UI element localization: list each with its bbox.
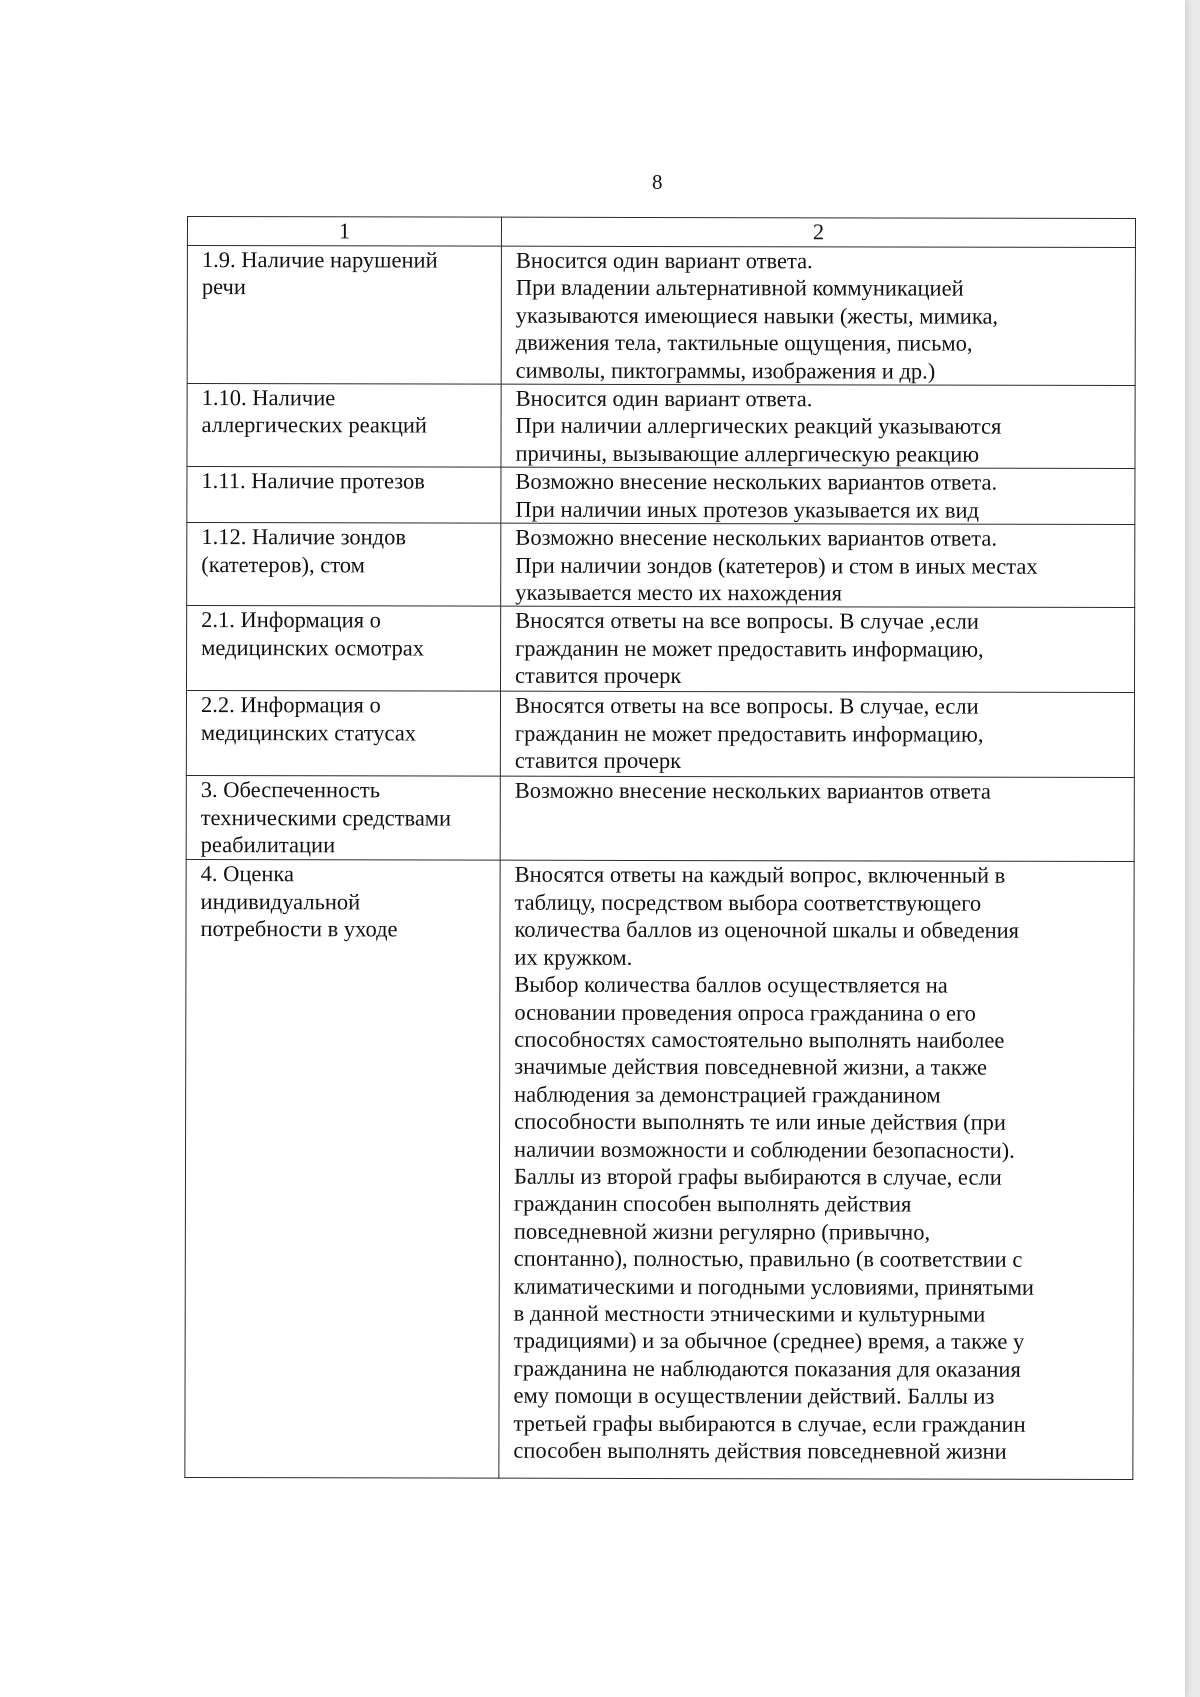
table-row <box>187 467 1135 525</box>
item-text: 2.1. Информация о медицинских осмотрах <box>201 607 425 661</box>
instruction-text: Возможно внесение нескольких вариантов ответа <box>514 778 991 805</box>
column-header-2: 2 <box>501 217 1135 247</box>
instruction-cell <box>499 861 1134 1480</box>
column-header-1: 1 <box>187 217 501 247</box>
table-row <box>185 860 1134 1480</box>
table-row <box>186 776 1134 862</box>
item-text: 1.9. Наличие нарушений речи <box>201 247 438 300</box>
item-cell <box>187 606 501 692</box>
instruction-text: Вносятся ответы на все вопросы. В случае ,если гражданин не может предоставить информацию, ставится прочерк <box>515 608 984 689</box>
table-header-row <box>187 217 1135 248</box>
instruction-text: Вносятся ответы на каждый вопрос, включенный в таблицу, посредством выбора соответствующего количества баллов из оценочной шкалы и обведения их кружком. Выбор количества баллов осуществляется на основании проведения опроса гражданина о его способностях самостоятельно выполнять наиболее значимые действия повседневной жизни, а также наблюдения за демонстрацией гражданином способности выполнять те или иные действия (при наличии возможности и соблюдении безопасности). Баллы из второй графы выбираются в случае, если гражданин способен выполнять действия повседневной жизни регулярно (привычно, спонтанно), полностью, правильно (в соответствии с климатическими и погодными условиями, принятыми в данной местности этническими и культурными традициями) и за обычное (среднее) время, а также у гражданина не наблюдаются показания для оказания ему помощи в осуществлении действий. Баллы из третьей графы выбираются в случае, если гражданин способен выполнять действия повседневной жизни <box>513 862 1035 1464</box>
item-cell <box>186 691 500 777</box>
item-cell <box>187 467 501 524</box>
instruction-cell <box>501 246 1135 385</box>
item-cell <box>185 860 500 1479</box>
instruction-cell <box>501 467 1135 524</box>
instruction-text: Возможно внесение нескольких вариантов ответа. При наличии иных протезов указывается их вид <box>515 468 998 523</box>
instruction-text: Вносятся ответы на все вопросы. В случае, если гражданин не может предоставить информацию, ставится прочерк <box>514 693 984 774</box>
item-text: 1.10. Наличие аллергических реакций <box>201 385 427 438</box>
instruction-cell <box>500 777 1134 862</box>
table-row <box>187 606 1135 693</box>
item-text: 4. Оценка индивидуальной потребности в уходе <box>200 861 398 942</box>
instruction-text: Возможно внесение нескольких вариантов ответа. При наличии зондов (катетеров) и стом в иных местах указывается место их нахождения <box>515 524 1038 606</box>
item-cell <box>187 523 501 607</box>
item-cell <box>187 246 501 385</box>
instruction-text: Вносится один вариант ответа. При наличии аллергических реакций указываются причины, вызывающие аллергическую реакцию <box>515 385 1002 467</box>
item-text: 1.12. Наличие зондов (катетеров), стом <box>201 524 407 578</box>
table-row <box>187 246 1135 386</box>
item-cell <box>187 384 501 468</box>
table-row <box>187 523 1135 608</box>
item-cell <box>186 776 500 861</box>
page-number: 8 <box>652 170 663 194</box>
table-row <box>187 384 1135 469</box>
instruction-cell <box>501 384 1135 469</box>
instruction-text: Вносится один вариант ответа. При владении альтернативной коммуникацией указываются имеющиеся навыки (жесты, мимика, движения тела, тактильные ощущения, письмо, символы, пиктограммы, изображения и др.) <box>515 247 999 384</box>
item-text: 1.11. Наличие протезов <box>201 468 425 494</box>
instruction-cell <box>501 523 1135 608</box>
instruction-cell <box>500 692 1134 778</box>
instruction-cell <box>501 607 1135 693</box>
instructions-table <box>184 216 1136 1480</box>
item-text: 3. Обеспеченность техническими средствами реабилитации <box>200 777 452 858</box>
item-text: 2.2. Информация о медицинских статусах <box>200 692 417 746</box>
table-row <box>186 691 1134 778</box>
